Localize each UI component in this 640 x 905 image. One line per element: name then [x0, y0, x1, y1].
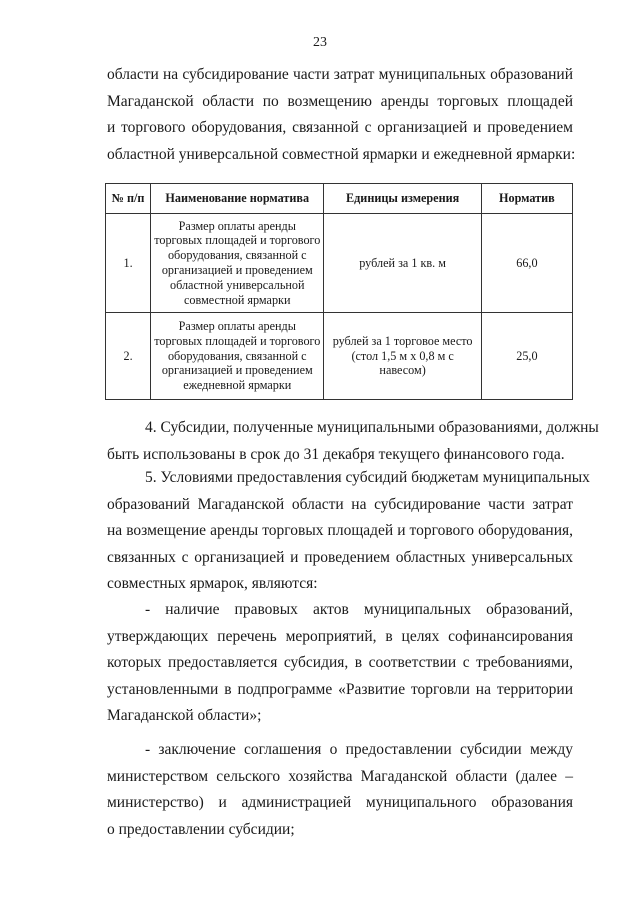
- bullet-item-agreement: [107, 737, 573, 843]
- intro-paragraph: [107, 62, 576, 168]
- page-number: 23: [313, 35, 327, 50]
- table-row: [106, 214, 573, 313]
- text-line: быть использованы в срок до 31 декабря текущего финансового года.: [107, 445, 565, 463]
- cell-number: 1.: [106, 214, 151, 313]
- text-line: Магаданской области»;: [107, 707, 262, 724]
- text-line: - заключение соглашения о предоставлении субсидии между: [145, 741, 573, 758]
- text-line: 5. Условиями предоставления субсидий бюджетам муниципальных: [145, 469, 590, 486]
- cell-value: 25,0: [481, 313, 572, 400]
- cell-value: 66,0: [481, 214, 572, 313]
- header-cell-name: Наименование норматива: [151, 184, 324, 214]
- cell-unit: рублей за 1 кв. м: [324, 214, 481, 313]
- cell-unit: рублей за 1 торговое место (стол 1,5 м х 0,8 м с навесом): [324, 313, 481, 400]
- text-line: 4. Субсидии, полученные муниципальными образованиями, должны: [145, 419, 599, 436]
- text-line: - наличие правовых актов муниципальных образований,: [145, 601, 573, 618]
- text-line: Магаданской области по возмещению аренды торговых площадей: [107, 92, 573, 110]
- cell-number: 2.: [106, 313, 151, 400]
- text-line: образований Магаданской области на субсидирование части затрат: [107, 495, 573, 513]
- header-cell-unit: Единицы измерения: [324, 184, 481, 214]
- norms-table: [105, 183, 573, 400]
- paragraph-4: [107, 415, 599, 468]
- header-cell-norm: Норматив: [481, 184, 572, 214]
- text-line: министерство) и администрацией муниципального образования: [107, 794, 573, 811]
- table-header-row: [106, 184, 573, 214]
- text-line: областной универсальной совместной ярмарки и ежедневной ярмарки:: [107, 145, 576, 163]
- table-row: [106, 313, 573, 400]
- text-line: и торгового оборудования, связанной с организацией и проведением: [107, 119, 573, 136]
- cell-name: Размер оплаты аренды торговых площадей и торгового оборудования, связанной с организацией и проведением областной универсальной совместной ярмарки: [151, 214, 324, 313]
- text-line: области на субсидирование части затрат муниципальных образований: [107, 66, 573, 83]
- text-line: совместных ярмарок, являются:: [107, 575, 318, 592]
- bullet-item-legal-acts: [107, 597, 573, 730]
- cell-name: Размер оплаты аренды торговых площадей и торгового оборудования, связанной с организацией и проведением ежедневной ярмарки: [151, 313, 324, 400]
- text-line: на возмещение аренды торговых площадей и торгового оборудования,: [107, 522, 573, 539]
- header-cell-number: № п/п: [106, 184, 151, 214]
- text-line: связанных с организацией и проведением областных универсальных: [107, 548, 573, 566]
- text-line: которых предоставляется субсидия, в соответствии с требованиями,: [107, 654, 573, 671]
- text-line: установленными в подпрограмме «Развитие торговли на территории: [107, 680, 573, 698]
- paragraph-5: [107, 465, 590, 598]
- text-line: о предоставлении субсидии;: [107, 820, 295, 838]
- text-line: министерством сельского хозяйства Магаданской области (далее –: [107, 767, 573, 785]
- text-line: утверждающих перечень мероприятий, в целях софинансирования: [107, 627, 573, 645]
